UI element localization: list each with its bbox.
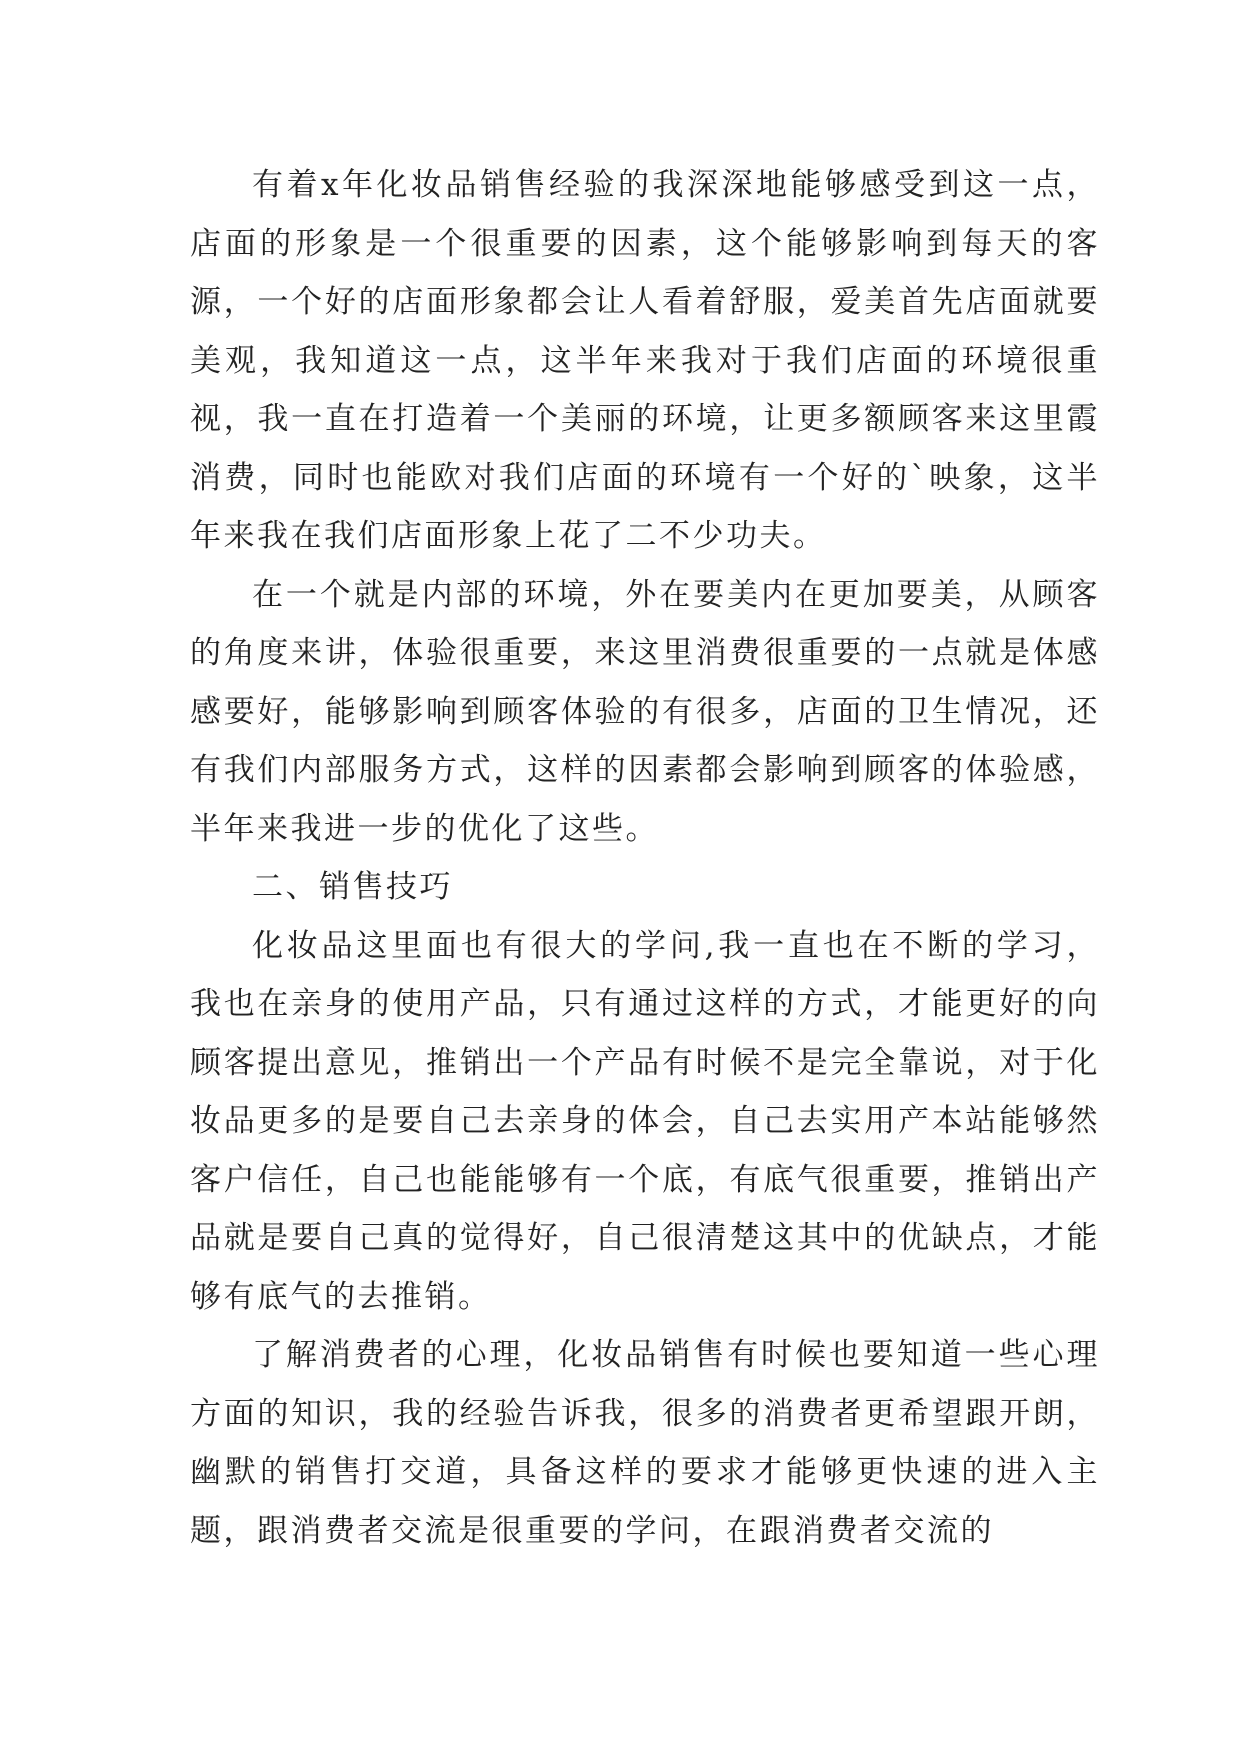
section-heading-sales-skills: 二、销售技巧 bbox=[252, 869, 453, 905]
paragraph-consumer-psychology: 了解消费者的心理，化妆品销售有时候也要知道一些心理方面的知识，我的经验告诉我，很多的消费者更希望跟开朗，幽默的销售打交道，具备这样的要求才能够更快速的进入主题，跟消费者交流是很重要的学问，在跟消费者交流的 bbox=[190, 1337, 1100, 1549]
paragraph-product-knowledge: 化妆品这里面也有很大的学问,我一直也在不断的学习，我也在亲身的使用产品，只有通过这样的方式，才能更好的向顾客提出意见，推销出一个产品有时候不是完全靠说，对于化妆品更多的是要自己去亲身的体会，自己去实用产本站能够然客户信任，自己也能能够有一个底，有底气很重要，推销出产品就是要自己真的觉得好，自己很清楚这其中的优缺点，才能够有底气的去推销。 bbox=[190, 927, 1100, 1315]
paragraph-internal-environment: 在一个就是内部的环境，外在要美内在更加要美，从顾客的角度来讲，体验很重要，来这里消费很重要的一点就是体感感要好，能够影响到顾客体验的有很多，店面的卫生情况，还有我们内部服务方式，这样的因素都会影响到顾客的体验感，半年来我进一步的优化了这些。 bbox=[190, 576, 1100, 847]
document-body bbox=[190, 156, 1100, 1560]
paragraph-store-image: 有着x年化妆品销售经验的我深深地能够感受到这一点，店面的形象是一个很重要的因素，这个能够影响到每天的客源，一个好的店面形象都会让人看着舒服，爱美首先店面就要美观，我知道这一点，这半年来我对于我们店面的环境很重视，我一直在打造着一个美丽的环境，让更多额顾客来这里霞消费，同时也能欧对我们店面的环境有一个好的`映象，这半年来我在我们店面形象上花了二不少功夫。 bbox=[190, 167, 1100, 554]
